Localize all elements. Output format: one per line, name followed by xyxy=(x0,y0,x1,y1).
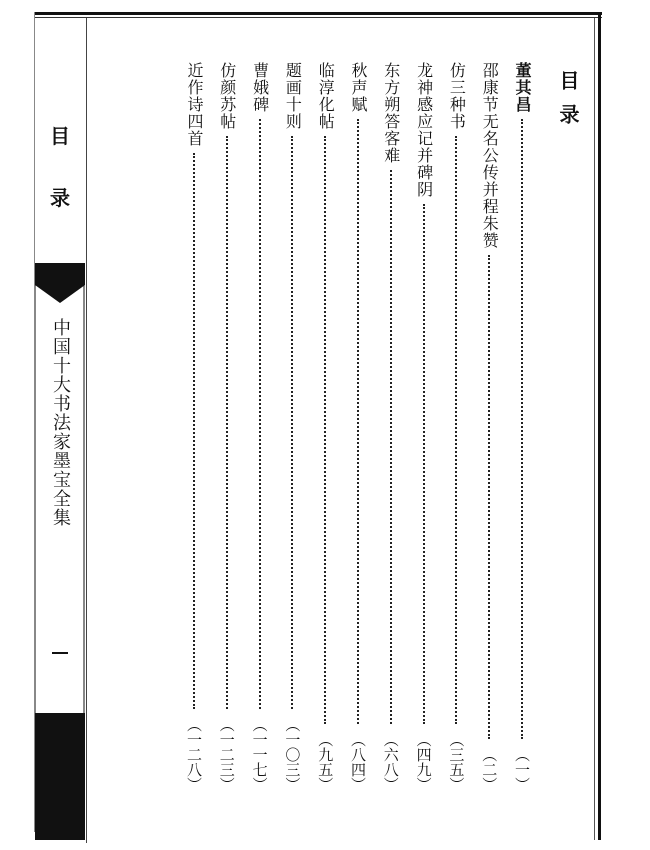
toc-entry[interactable] xyxy=(442,62,470,802)
toc-entry[interactable] xyxy=(475,62,503,802)
spine-title-char-1: 目 xyxy=(50,124,70,148)
toc-entry[interactable] xyxy=(377,62,405,802)
toc-leader-dots xyxy=(521,119,523,739)
toc-entry-page: （二） xyxy=(480,747,499,792)
toc-entry[interactable] xyxy=(246,62,274,802)
toc-entry[interactable] xyxy=(410,62,438,802)
toc-entry[interactable] xyxy=(508,62,536,802)
toc-entry-title: 近作诗四首 xyxy=(185,62,204,147)
toc-entry-title: 东方朔答客难 xyxy=(381,62,401,164)
toc-entry-title: 仿颜苏帖 xyxy=(217,62,237,130)
right-border-rule xyxy=(598,12,601,840)
toc-entry-title: 龙神感应记并碑阴 xyxy=(414,62,434,198)
toc-entry[interactable] xyxy=(278,62,306,802)
spine-black-block xyxy=(35,713,85,840)
toc-entry[interactable] xyxy=(180,62,208,802)
series-title: 中国十大书法家墨宝全集 xyxy=(50,318,71,527)
toc-entry[interactable] xyxy=(344,62,372,802)
top-border-rule xyxy=(34,12,602,15)
right-border-rule-thin xyxy=(594,18,595,840)
inner-left-rule xyxy=(86,18,87,843)
toc-leader-dots xyxy=(324,136,326,724)
toc-leader-dots xyxy=(259,119,261,709)
toc-entry-page: （一一七） xyxy=(250,717,269,792)
toc-entry-title: 曹娥碑 xyxy=(250,62,270,113)
toc-entry-page: （一二三） xyxy=(217,717,236,792)
toc-leader-dots xyxy=(488,255,490,739)
toc-leader-dots xyxy=(193,153,195,709)
toc-leader-dots xyxy=(455,136,457,724)
toc-entry-title: 董其昌 xyxy=(513,62,532,113)
toc-entry[interactable] xyxy=(311,62,339,802)
spine-page-mark xyxy=(52,652,68,654)
toc-entry-title: 题画十则 xyxy=(283,62,303,130)
toc-entry-title: 邵康节无名公传并程朱赞 xyxy=(480,62,500,249)
toc-leader-dots xyxy=(226,136,228,709)
toc-leader-dots xyxy=(390,170,392,724)
toc-entry-page: （一〇三） xyxy=(283,717,302,792)
toc-leader-dots xyxy=(423,204,425,724)
toc-entry-page: （四九） xyxy=(414,732,433,792)
toc-leader-dots xyxy=(291,136,293,709)
toc-entry-title: 临淳化帖 xyxy=(316,62,336,130)
toc-entry[interactable] xyxy=(213,62,241,802)
toc-heading: 目录 xyxy=(556,70,580,138)
toc-entry-page: （三五） xyxy=(447,732,466,792)
toc-entry-page: （一） xyxy=(513,747,531,792)
top-border-rule-thin xyxy=(34,17,602,18)
toc-entry-page: （九五） xyxy=(316,732,335,792)
toc-entry-page: （六八） xyxy=(381,732,400,792)
toc-entry-title: 仿三种书 xyxy=(447,62,467,130)
toc-entry-page: （一二八） xyxy=(185,717,203,792)
spine-title-char-2: 录 xyxy=(50,186,70,210)
toc-leader-dots xyxy=(357,119,359,724)
toc-entry-page: （八四） xyxy=(349,732,367,792)
toc-entry-title: 秋声赋 xyxy=(349,62,368,113)
